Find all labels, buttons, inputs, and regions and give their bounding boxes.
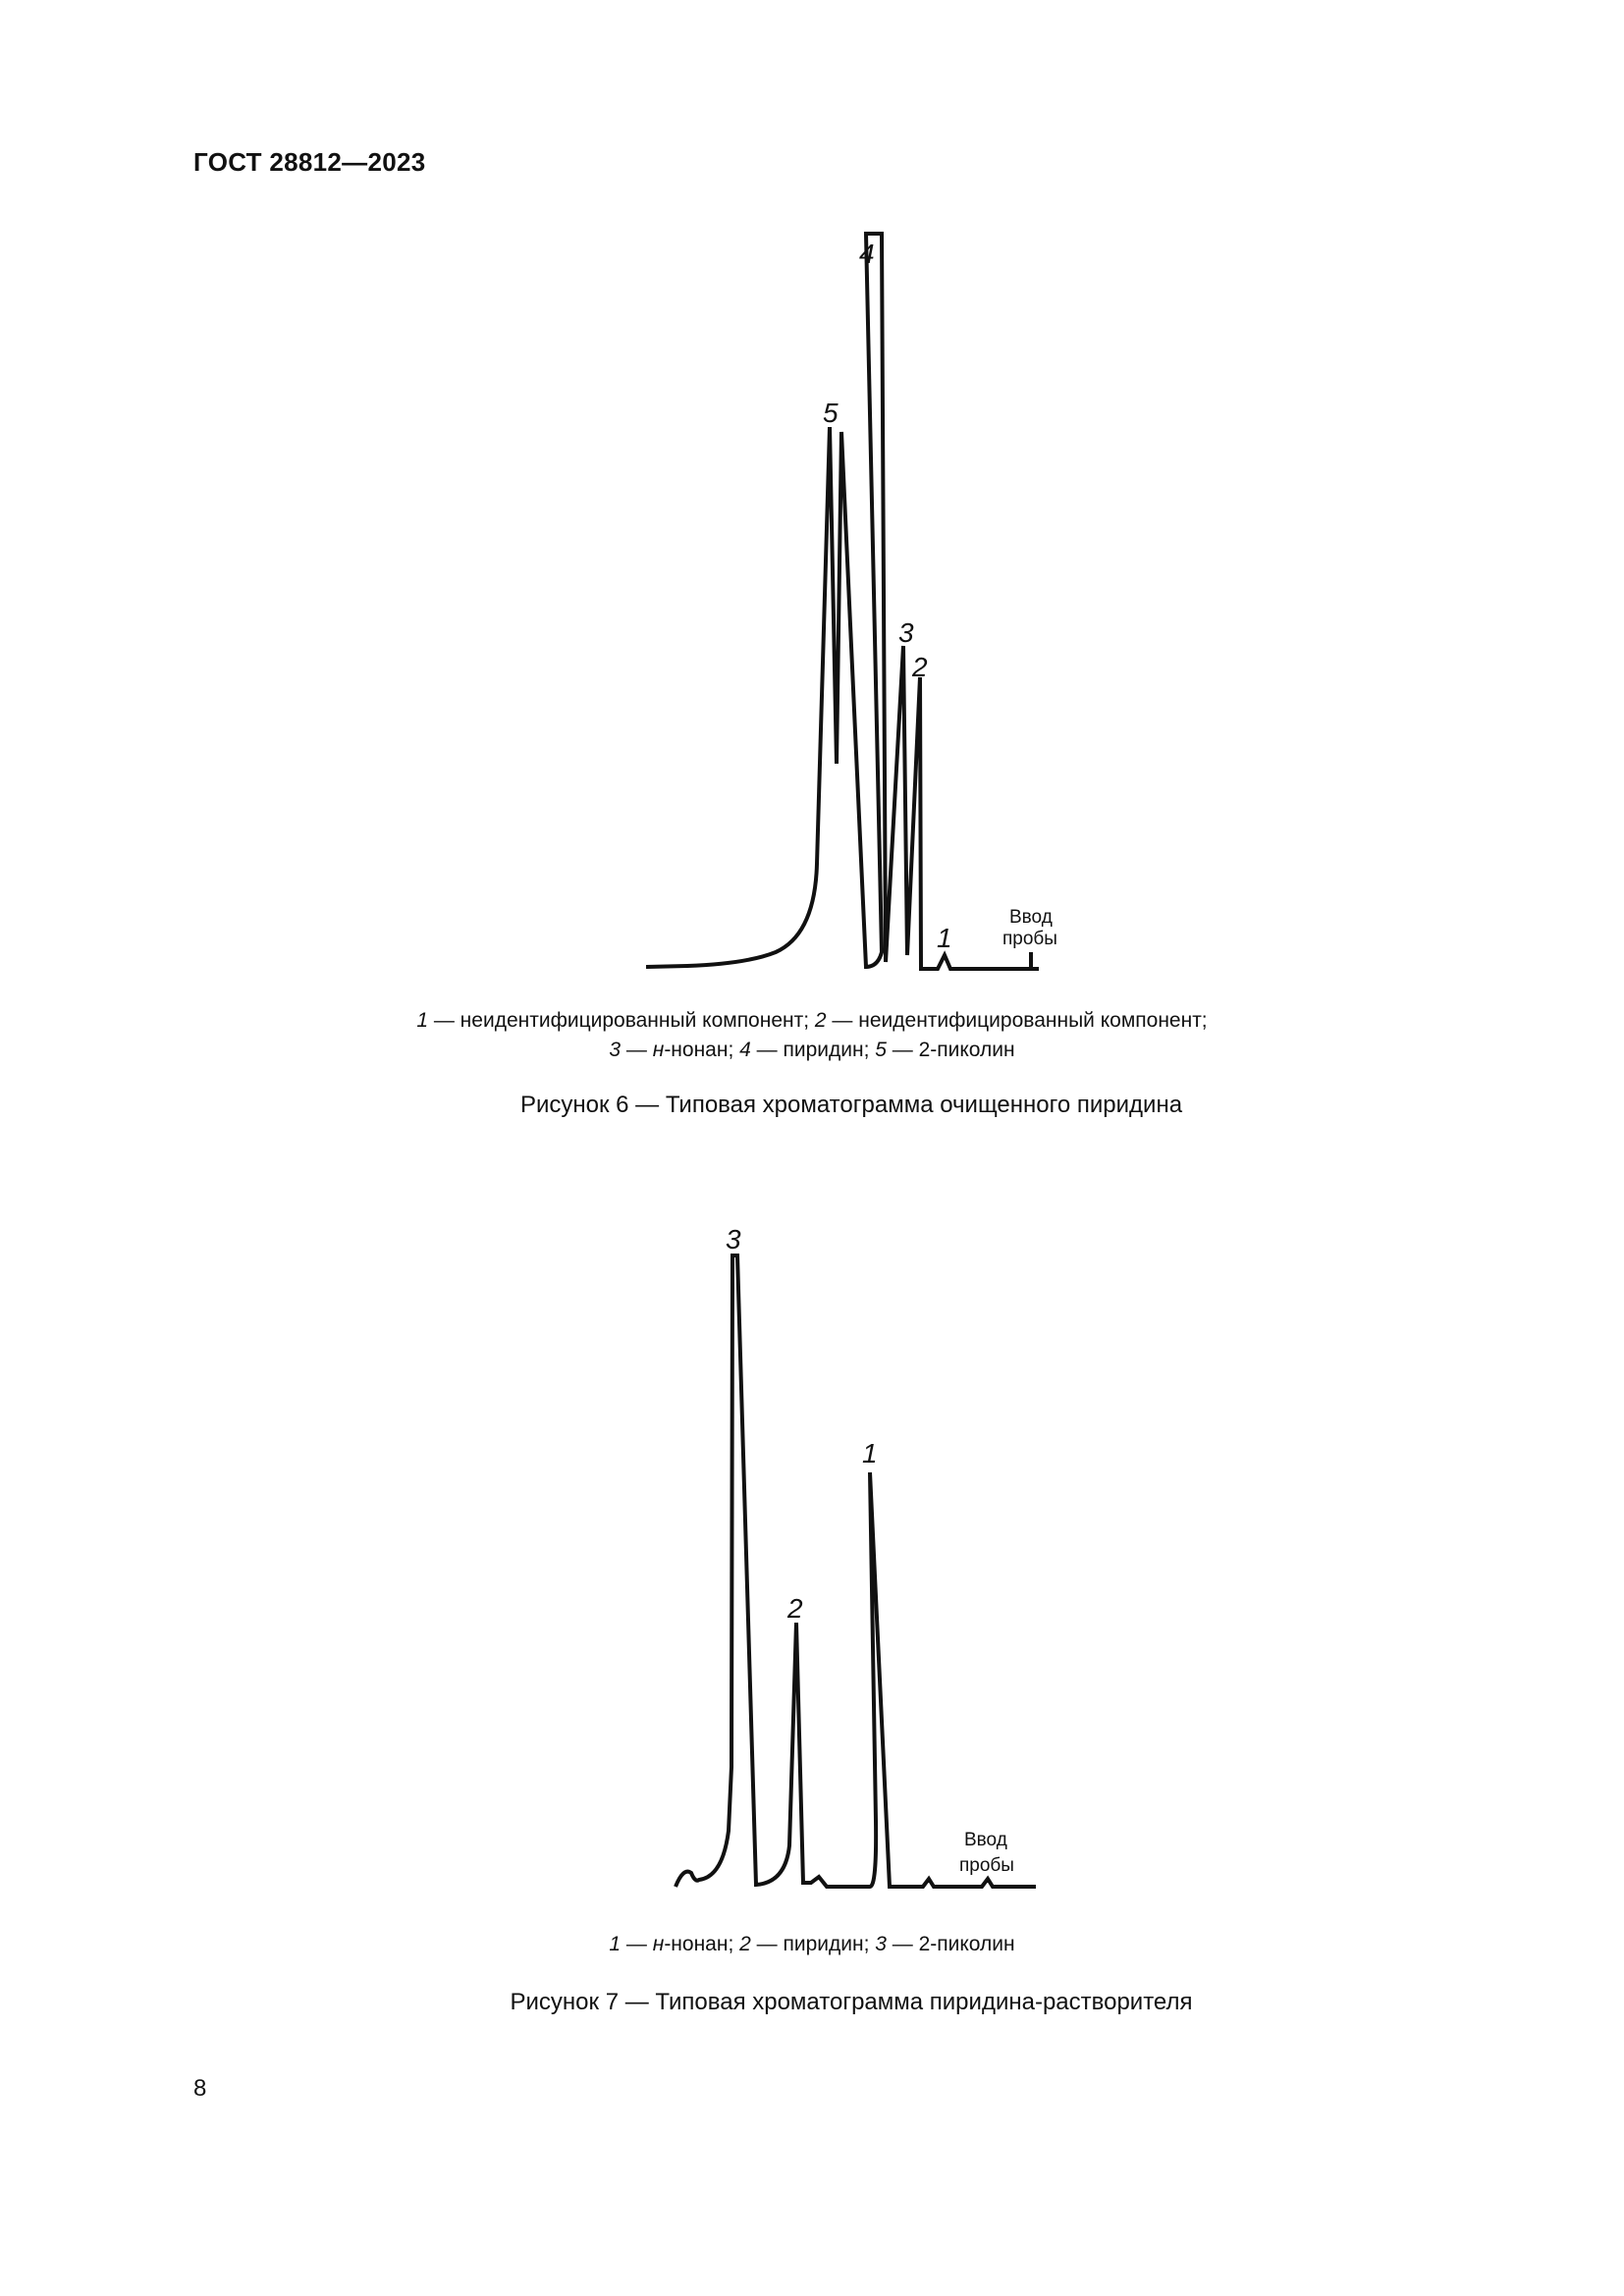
figure7-chromatogram	[0, 1207, 1624, 1924]
figure6-injection-label-2: пробы	[1002, 929, 1057, 949]
figure7-injection-label-2: пробы	[959, 1855, 1014, 1876]
figure6-legend	[0, 1006, 1624, 1065]
figure6-injection-label: Ввод	[1009, 907, 1053, 928]
figure6-caption: Рисунок 6 — Типовая хроматограмма очищенного пиридина	[519, 1092, 1183, 1118]
figure7-peak-label-2: 2	[787, 1593, 803, 1624]
document-header: ГОСТ 28812—2023	[193, 147, 426, 177]
figure6-legend-line1: 1 — неидентифицированный компонент; 2 — неидентифицированный компонент;	[416, 1009, 1208, 1032]
figure6-trace	[646, 234, 1039, 969]
figure7-legend	[0, 1930, 1624, 1959]
figure6-peak-label-4: 4	[859, 239, 875, 269]
figure6-peak-label-5: 5	[823, 398, 839, 428]
figure7-peak-label-3: 3	[726, 1224, 741, 1255]
figure7-peak-label-1: 1	[862, 1438, 878, 1468]
figure6-peak-label-3: 3	[898, 617, 914, 648]
figure7-injection-label: Ввод	[964, 1830, 1007, 1850]
figure6-peak-label-1: 1	[937, 923, 952, 953]
figure6-legend-line2: 3 — н-нонан; 4 — пиридин; 5 — 2-пиколин	[609, 1039, 1015, 1061]
figure7-trace	[676, 1255, 1036, 1887]
page-number: 8	[193, 2075, 207, 2102]
figure7-caption: Рисунок 7 — Типовая хроматограмма пиридина-растворителя	[510, 1989, 1193, 2015]
figure6-chromatogram	[0, 0, 1624, 1001]
figure6-peak-label-2: 2	[912, 652, 928, 682]
figure7-legend-line1: 1 — н-нонан; 2 — пиридин; 3 — 2-пиколин	[609, 1933, 1015, 1955]
